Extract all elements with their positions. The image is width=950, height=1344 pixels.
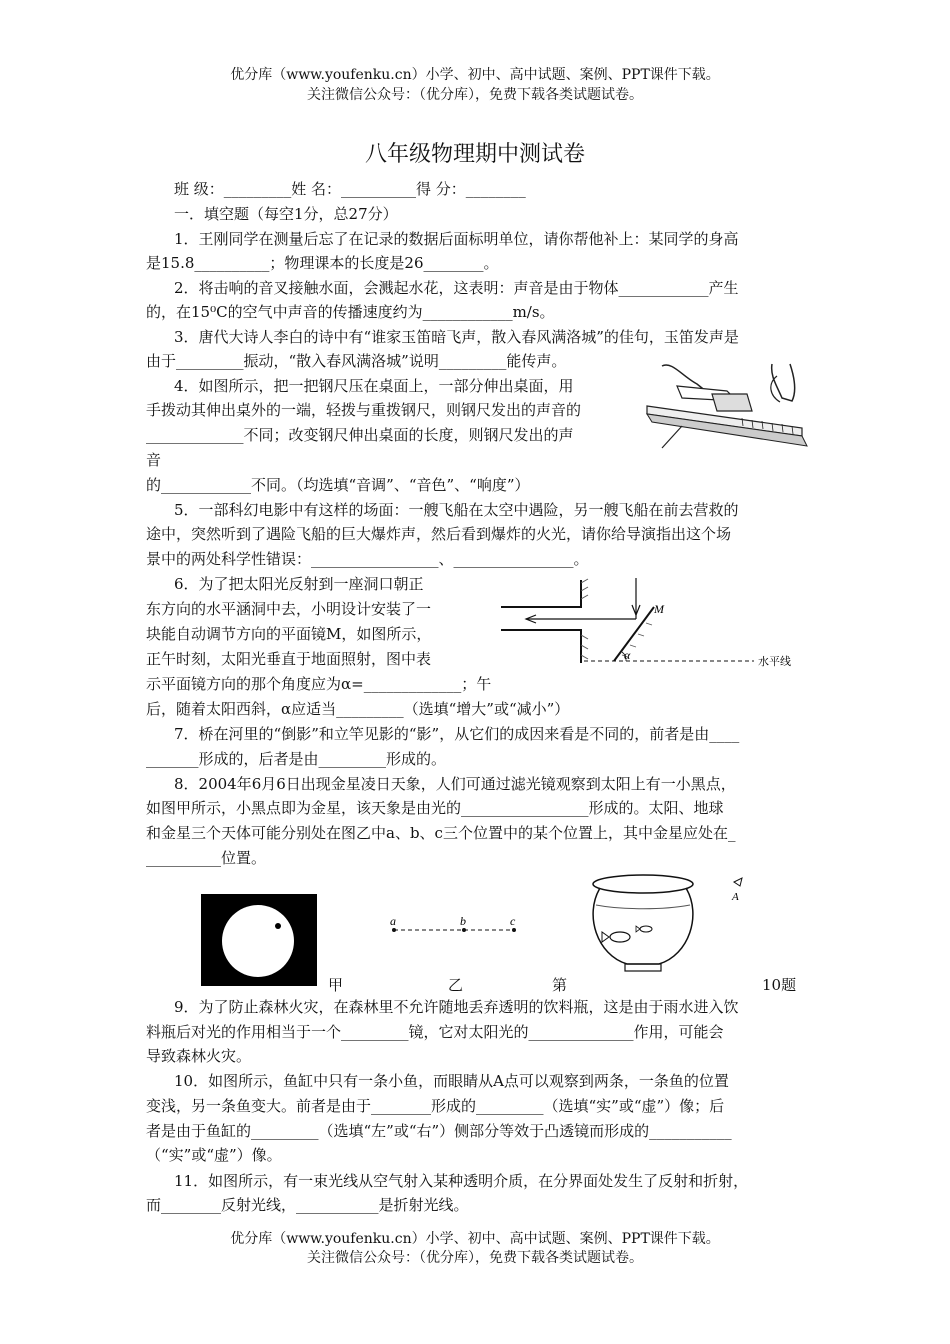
q8-line-3: 和金星三个天体可能分别处在图乙中a、b、c三个位置中的某个位置上，其中金星应处在_ <box>146 824 736 842</box>
q3-line-1: 3．唐代大诗人李白的诗中有“谁家玉笛暗飞声，散入春风满洛城”的佳句，玉笛发声是 <box>174 328 739 346</box>
alpha-label: α <box>624 648 631 662</box>
ruler-figure <box>642 356 812 451</box>
figure-label-jia: 甲 <box>328 976 344 994</box>
header-line-2: 关注微信公众号：（优分库），免费下载各类试题试卷。 <box>307 87 643 103</box>
q4-line-3: _____________不同；改变钢尺伸出桌面的长度，则钢尺发出的声 <box>146 426 574 444</box>
q10-line-4: （“实”或“虚”）像。 <box>146 1146 282 1164</box>
q4-line-2: 手拨动其伸出桌外的一端，轻拨与重拨钢尺，则钢尺发出的声音的 <box>146 401 582 419</box>
page-title: 八年级物理期中测试卷 <box>364 142 585 167</box>
figure-label-yi: 乙 <box>448 976 464 994</box>
pos-a: a <box>390 914 396 928</box>
figure-label-di: 第 <box>552 976 568 994</box>
q10-line-3: 者是由于鱼缸的_________（选填“左”或“右”）侧部分等效于凸透镜而形成的___________ <box>146 1122 732 1140</box>
q2-line-2: 的，在15⁰C的空气中声音的传播速度约为____________m/s。 <box>146 303 555 321</box>
q8-line-2: 如图甲所示，小黑点即为金星，该天象是由光的_________________形成的。太阳、地球 <box>146 799 724 817</box>
q7-line-1: 7．桥在河里的“倒影”和立竿见影的“影”，从它们的成因来看是不同的，前者是由____ <box>174 725 740 743</box>
q5-line-1: 5．一部科幻电影中有这样的场面：一艘飞船在太空中遇险，另一艘飞船在前去营救的 <box>174 501 739 519</box>
section-heading: 一．填空题（每空1分，总27分） <box>174 205 398 223</box>
pos-b: b <box>460 914 466 928</box>
q6-line-2: 东方向的水平涵洞中去，小明设计安装了一 <box>146 600 432 618</box>
q6-line-3: 块能自动调节方向的平面镜M，如图所示， <box>146 625 432 643</box>
mirror-label: M <box>654 602 664 616</box>
figure-label-q10: 10题 <box>762 976 797 994</box>
q7-line-2: _______形成的，后者是由_________形成的。 <box>146 750 447 768</box>
q9-line-3: 导致森林火灾。 <box>146 1047 252 1065</box>
q2-line-1: 2．将击响的音叉接触水面，会溅起水花，这表明：声音是由于物体____________产生 <box>174 279 739 297</box>
q6-line-4: 正午时刻，太阳光垂直于地面照射，图中表 <box>146 650 432 668</box>
q11-line-1: 11．如图所示，有一束光线从空气射入某种透明介质，在分界面处发生了反射和折射， <box>174 1172 749 1190</box>
q5-line-2: 途中，突然听到了遇险飞船的巨大爆炸声，然后看到爆炸的火光，请你给导演指出这个场 <box>146 525 732 543</box>
pos-c: c <box>510 914 516 928</box>
q1-line-1: 1．王刚同学在测量后忘了在记录的数据后面标明单位，请你帮他补上：某同学的身高 <box>174 230 739 248</box>
footer-line-1: 优分库（www.youfenku.cn）小学、初中、高中试题、案例、PPT课件下载。 <box>230 1231 720 1247</box>
q8-line-4: __________位置。 <box>146 849 267 867</box>
q6-line-5: 示平面镜方向的那个角度应为α=_____________；午 <box>146 675 492 693</box>
q3-line-2: 由于_________振动，“散入春风满洛城”说明_________能传声。 <box>146 352 567 370</box>
footer-line-2: 关注微信公众号：（优分库），免费下载各类试题试卷。 <box>307 1250 643 1266</box>
point-a-label: A <box>732 891 739 903</box>
q8-line-1: 8．2004年6月6日出现金星凌日天象，人们可通过滤光镜观察到太阳上有一小黑点， <box>174 775 736 793</box>
q11-line-2: 而________反射光线，___________是折射光线。 <box>146 1196 469 1214</box>
q10-line-1: 10．如图所示，鱼缸中只有一条小鱼，而眼睛从A点可以观察到两条，一条鱼的位置 <box>174 1072 729 1090</box>
positions-figure <box>386 914 522 938</box>
q6-line-1: 6．为了把太阳光反射到一座洞口朝正 <box>174 575 424 593</box>
q1-line-2: 是15.8__________；物理课本的长度是26________。 <box>146 254 499 272</box>
q9-line-2: 料瓶后对光的作用相当于一个_________镜，它对太阳光的______________作用，可能会 <box>146 1023 724 1041</box>
q4-line-4: 音 <box>146 451 162 469</box>
q4-line-1: 4．如图所示，把一把钢尺压在桌面上，一部分伸出桌面，用 <box>174 377 574 395</box>
student-info-line: 班 级：_________姓 名：__________得 分：________ <box>174 180 526 198</box>
mirror-culvert-figure <box>496 575 812 671</box>
horizon-label: 水平线 <box>758 655 791 668</box>
q5-line-3: 景中的两处科学性错误：_________________、________________。 <box>146 550 589 568</box>
q9-line-1: 9．为了防止森林火灾，在森林里不允许随地丢弃透明的饮料瓶，这是由于雨水进入饮 <box>174 998 739 1016</box>
q10-line-2: 变浅，另一条鱼变大。前者是由于________形成的_________（选填“实”或“虚”）像；后 <box>146 1097 725 1115</box>
q6-line-6: 后，随着太阳西斜，α应适当_________（选填“增大”或“减小”） <box>146 700 570 718</box>
fishbowl-figure <box>592 870 752 974</box>
sun-venus-figure <box>201 894 317 986</box>
header-line-1: 优分库（www.youfenku.cn）小学、初中、高中试题、案例、PPT课件下载。 <box>230 67 720 83</box>
q4-line-5: 的____________不同。（均选填“音调”、“音色”、“响度”） <box>146 476 530 494</box>
